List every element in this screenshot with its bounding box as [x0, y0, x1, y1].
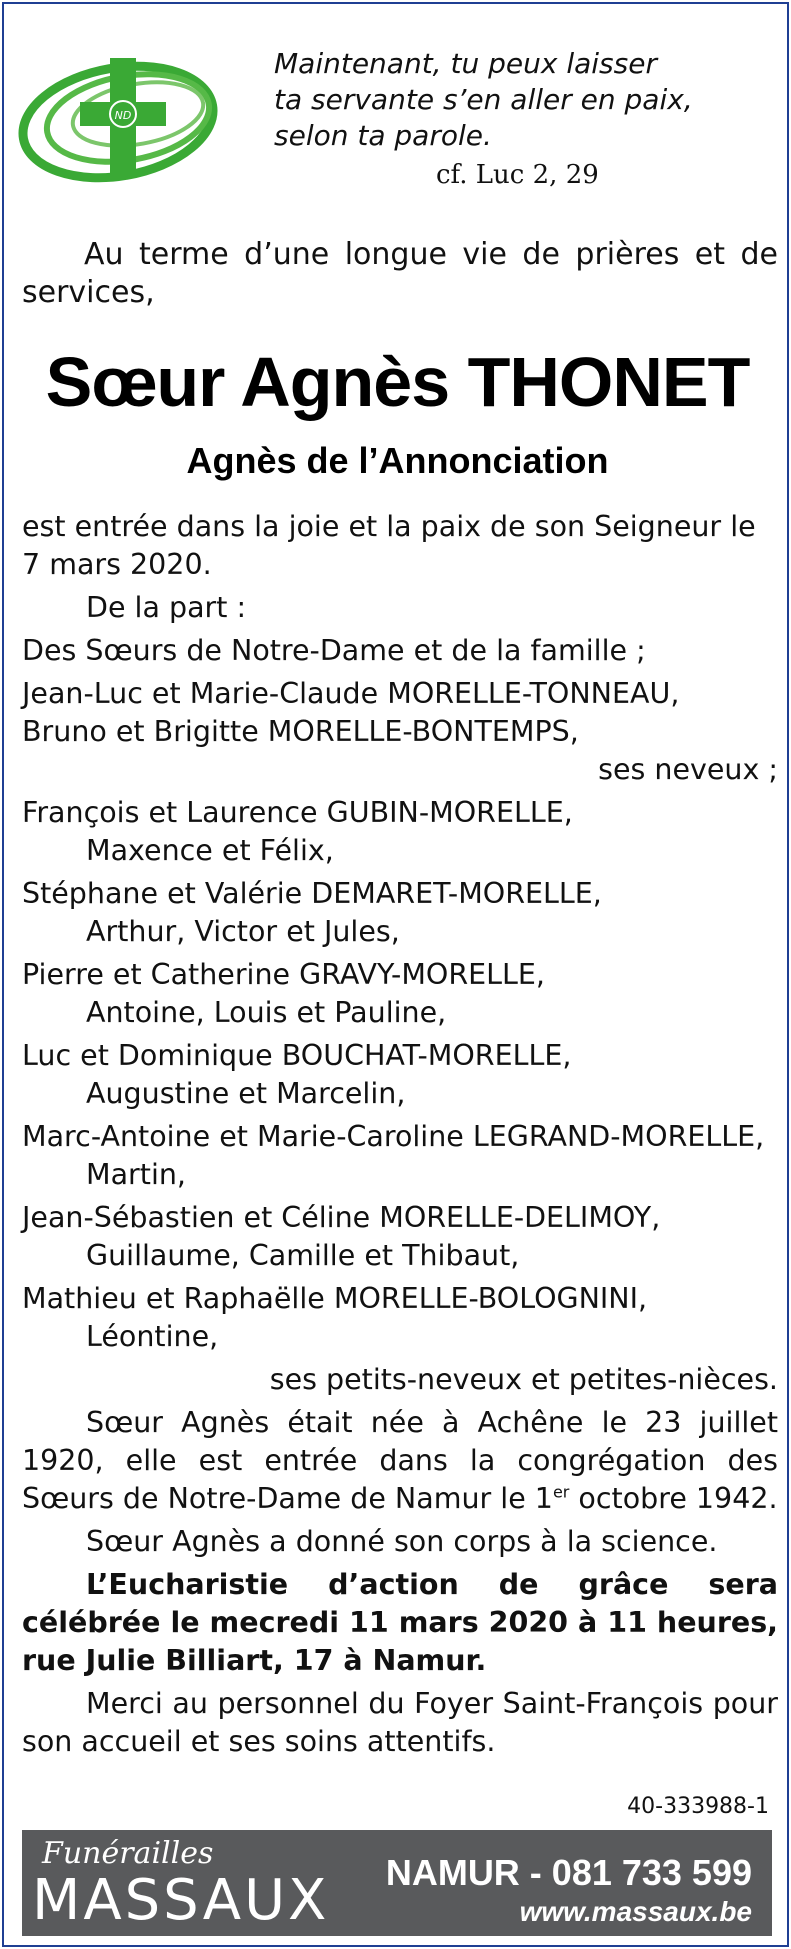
thanks-note: Merci au personnel du Foyer Saint-François pour son accueil et ses soins attentifs. — [22, 1687, 778, 1758]
grand-family-parents: François et Laurence GUBIN-MORELLE, — [22, 796, 573, 829]
quote-line: selon ta parole. — [274, 119, 492, 152]
funeral-website: www.massaux.be — [519, 1896, 752, 1927]
quote-reference: cf. Luc 2, 29 — [436, 160, 599, 190]
from-label: De la part : — [86, 591, 247, 624]
family-sisters: Des Sœurs de Notre-Dame et de la famille ; — [22, 634, 646, 667]
grand-family-parents: Mathieu et Raphaëlle MORELLE-BOLOGNINI, — [22, 1282, 648, 1315]
funeral-script-label: Funérailles — [42, 1836, 214, 1871]
grand-family-children: Arthur, Victor et Jules, — [86, 915, 400, 948]
reference-code: 40-333988-1 — [627, 1794, 769, 1819]
funeral-home-name: MASSAUX — [32, 1868, 330, 1933]
nephews-label: ses neveux ; — [598, 753, 778, 786]
notre-dame-cross-logo — [18, 40, 224, 190]
grand-label: ses petits-neveux et petites-nièces. — [269, 1363, 778, 1396]
grand-family-children: Antoine, Louis et Pauline, — [86, 996, 447, 1029]
quote-line: ta servante s’en aller en paix, — [274, 83, 693, 116]
obituary-body — [22, 508, 778, 1761]
grand-family-parents: Marc-Antoine et Marie-Caroline LEGRAND-MORELLE, — [22, 1120, 765, 1153]
quote-line: Maintenant, tu peux laisser — [274, 47, 657, 80]
grand-family-parents: Jean-Sébastien et Céline MORELLE-DELIMOY, — [22, 1201, 661, 1234]
grand-family-children: Guillaume, Camille et Thibaut, — [86, 1239, 520, 1272]
grand-family-children: Martin, — [86, 1158, 186, 1191]
grand-family-parents: Pierre et Catherine GRAVY-MORELLE, — [22, 958, 545, 991]
funeral-home-banner — [22, 1830, 772, 1936]
biography — [22, 1404, 778, 1518]
logo-monogram: ND — [114, 109, 132, 122]
religious-name: Agnès de l’Annonciation — [186, 440, 609, 481]
announcement: est entrée dans la joie et la paix de son Seigneur le 7 mars 2020. — [22, 510, 756, 581]
nephew-line: Jean-Luc et Marie-Claude MORELLE-TONNEAU, — [22, 677, 680, 710]
bio-text: Sœur Agnès était née à Achêne le 23 juillet 1920, elle est entrée dans la congrégation des Sœurs de Notre-Dame de Namur le 1 — [22, 1406, 778, 1515]
nephew-line: Bruno et Brigitte MORELLE-BONTEMPS, — [22, 715, 579, 748]
grand-family-children: Augustine et Marcelin, — [86, 1077, 406, 1110]
grand-family-parents: Luc et Dominique BOUCHAT-MORELLE, — [22, 1039, 572, 1072]
grand-family-parents: Stéphane et Valérie DEMARET-MORELLE, — [22, 877, 602, 910]
ceremony-info: L’Eucharistie d’action de grâce sera célébrée le mecredi 11 mars 2020 à 11 heures, rue Julie Billiart, 17 à Namur. — [22, 1568, 778, 1677]
grand-family-children: Léontine, — [86, 1320, 219, 1353]
intro-text: Au terme d’une longue vie de prières et de services, — [22, 237, 778, 310]
grand-family-children: Maxence et Félix, — [86, 834, 334, 867]
funeral-phone: NAMUR - 081 733 599 — [385, 1852, 752, 1893]
science-note: Sœur Agnès a donné son corps à la science. — [86, 1525, 718, 1558]
bio-superscript: er — [552, 1482, 570, 1502]
obituary-page — [2, 2, 789, 1947]
bible-quote — [274, 46, 744, 154]
bio-text-end: octobre 1942. — [569, 1482, 778, 1515]
deceased-name: Sœur Agnès THONET — [45, 343, 750, 421]
